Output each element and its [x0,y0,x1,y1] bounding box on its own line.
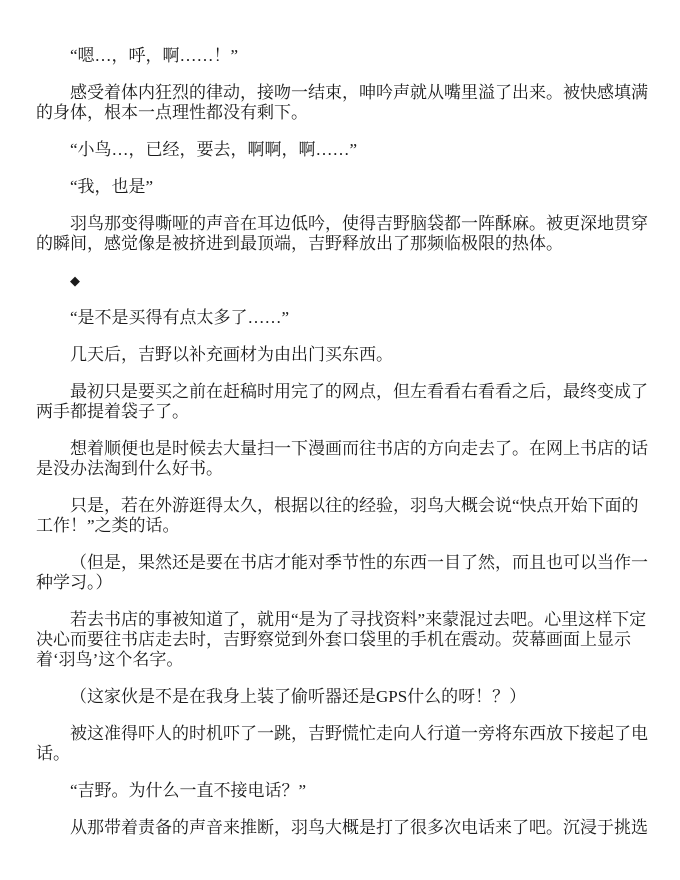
paragraph: 只是，若在外游逛得太久，根据以往的经验，羽鸟大概会说“快点开始下面的工作！”之类的话。 [36,496,639,535]
inner-thought: （但是，果然还是要在书店才能对季节性的东西一目了然，而且也可以当作一种学习。） [36,553,648,592]
paragraph: 想着顺便也是时候去大量扫一下漫画而往书店的方向走去了。在网上书店的话是没办法淘到什么好书。 [36,439,648,478]
section-divider-diamond-icon: ◆ [70,273,80,288]
paragraph: 从那带着责备的声音来推断，羽鸟大概是打了很多次电话来了吧。沉浸于挑选 [70,818,648,837]
dialogue-line: “是不是买得有点太多了……” [70,308,290,327]
dialogue-line: “我，也是” [70,177,154,196]
paragraph: 感受着体内狂烈的律动，接吻一结束，呻吟声就从嘴里溢了出来。被快感填满的身体，根本一点理性都没有剩下。 [36,83,648,122]
paragraph: 最初只是要买之前在赶稿时用完了的网点，但左看看右看看之后，最终变成了两手都提着袋子了。 [36,382,648,421]
paragraph: 被这准得吓人的时机吓了一跳，吉野慌忙走向人行道一旁将东西放下接起了电话。 [36,724,648,763]
dialogue-line: “吉野。为什么一直不接电话？” [70,781,307,800]
paragraph: 若去书店的事被知道了，就用“是为了寻找资料”来蒙混过去吧。心里这样下定决心而要往书店走去时，吉野察觉到外套口袋里的手机在震动。荧幕画面上显示着‘羽鸟’这个名字。 [36,610,647,669]
dialogue-line: “嗯…，呼，啊……！” [70,46,239,65]
inner-thought: （这家伙是不是在我身上装了偷听器还是GPS什么的呀！？） [70,687,527,706]
paragraph: 几天后，吉野以补充画材为由出门买东西。 [70,345,393,364]
paragraph: 羽鸟那变得嘶哑的声音在耳边低吟，使得吉野脑袋都一阵酥麻。被更深地贯穿的瞬间，感觉像是被挤进到最顶端，吉野释放出了那频临极限的热体。 [36,214,648,253]
dialogue-line: “小鸟…，已经，要去，啊啊，啊……” [70,140,358,159]
